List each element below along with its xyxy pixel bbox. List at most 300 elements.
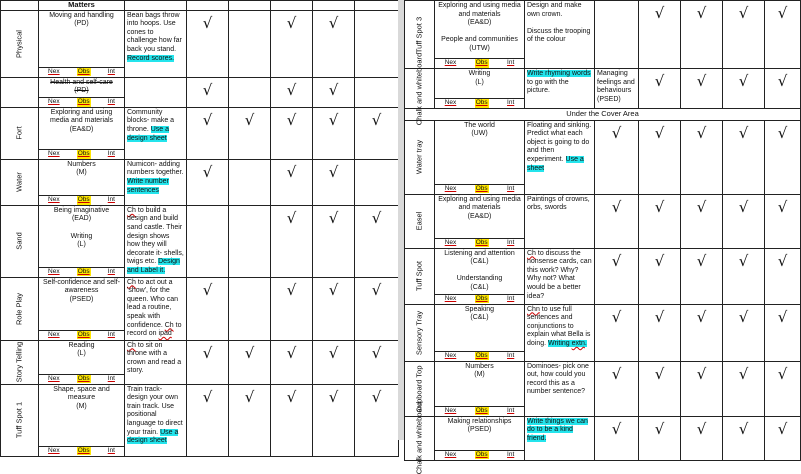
area-label-cell bbox=[405, 52, 435, 125]
tick-mark: √ bbox=[696, 364, 707, 383]
activity-cell bbox=[125, 205, 187, 277]
tick-mark: √ bbox=[777, 4, 788, 22]
marker-int: Int bbox=[107, 374, 115, 382]
tick-cell bbox=[271, 10, 313, 77]
tick-mark: √ bbox=[611, 197, 622, 216]
tick-cell bbox=[187, 159, 229, 205]
tick-mark: √ bbox=[244, 387, 255, 406]
table-row bbox=[405, 304, 801, 361]
marker-int: Int bbox=[507, 99, 515, 107]
activity-text: to record on bbox=[127, 321, 182, 338]
tick-mark: √ bbox=[777, 72, 788, 90]
tick-mark: √ bbox=[611, 307, 622, 326]
area-label-cell bbox=[1, 10, 39, 77]
tick-mark: √ bbox=[328, 208, 339, 227]
observation-markers bbox=[435, 58, 524, 68]
tick-mark: √ bbox=[611, 364, 622, 383]
activity-text: Design and make own crown. bbox=[527, 2, 582, 18]
focus-line: Self-confidence and self-awareness bbox=[42, 278, 121, 295]
marker-obs: Obs bbox=[77, 374, 90, 382]
area-label-cell bbox=[1, 384, 39, 456]
area-label-cell bbox=[1, 205, 39, 277]
tick-mark: √ bbox=[244, 110, 255, 129]
tick-cell bbox=[681, 1, 723, 69]
observation-markers bbox=[39, 149, 124, 159]
tick-cell bbox=[681, 69, 723, 109]
tick-mark: √ bbox=[286, 387, 297, 406]
activity-text: Numicon- adding numbers together. bbox=[127, 160, 184, 177]
activity-text: Ch bbox=[127, 206, 136, 214]
focus-line: Exploring and using media and materials bbox=[438, 195, 521, 212]
observation-markers bbox=[39, 97, 124, 107]
tick-cell bbox=[271, 384, 313, 456]
marker-obs: Obs bbox=[77, 446, 90, 454]
area-label: Role Play bbox=[14, 292, 24, 325]
activity-text: to go with the picture. bbox=[527, 78, 569, 95]
tick-cell bbox=[681, 194, 723, 248]
activity-text: Use a design sheet bbox=[127, 428, 179, 445]
marker-obs: Obs bbox=[475, 406, 488, 414]
marker-int: Int bbox=[507, 351, 515, 359]
marker-nex: Nex bbox=[444, 450, 457, 458]
area-label: Water bbox=[14, 172, 24, 193]
tick-mark: √ bbox=[654, 364, 665, 383]
table-row bbox=[1, 205, 399, 277]
activity-text: Discuss the trooping of the colour bbox=[527, 27, 591, 44]
focus-line: Listening and attention bbox=[444, 249, 515, 257]
focus-line: (C&L) bbox=[470, 283, 489, 291]
marker-obs: Obs bbox=[77, 195, 90, 203]
tick-mark: √ bbox=[202, 13, 213, 32]
activity-text: to sit on throne with a crown and read a story. bbox=[127, 341, 182, 375]
marker-int: Int bbox=[507, 184, 515, 192]
activity-cell bbox=[525, 304, 595, 361]
focus-line: (M) bbox=[474, 371, 485, 379]
tick-mark: √ bbox=[286, 110, 297, 129]
marker-int: Int bbox=[107, 330, 115, 338]
marker-obs: Obs bbox=[475, 99, 488, 107]
tick-cell bbox=[355, 77, 399, 107]
table-row bbox=[1, 10, 399, 77]
activity-text: . bbox=[584, 339, 587, 347]
focus-line: Understanding bbox=[456, 275, 503, 283]
activity-text: Ch bbox=[164, 321, 174, 329]
focus-line: (EAD) bbox=[71, 215, 92, 223]
activity-text: to use full sentences and conjunctions to explain what Bella is doing. bbox=[527, 305, 591, 347]
tick-cell bbox=[639, 361, 681, 416]
activity-text: Bean bags throw into hoops. Use cones to challenge how far back you stand. bbox=[127, 11, 182, 53]
tick-cell bbox=[187, 107, 229, 159]
tick-cell bbox=[229, 159, 271, 205]
marker-nex: Nex bbox=[444, 59, 457, 67]
activity-text: Write things we can do to be a kind friend. bbox=[527, 417, 588, 442]
tick-mark: √ bbox=[738, 197, 749, 216]
marker-nex: Nex bbox=[48, 446, 60, 454]
tick-mark: √ bbox=[654, 72, 665, 90]
focus-line: Moving and handling bbox=[49, 11, 114, 19]
marker-int: Int bbox=[507, 59, 515, 67]
tick-cell bbox=[639, 416, 681, 460]
marker-nex: Nex bbox=[444, 406, 457, 414]
tick-cell bbox=[595, 120, 639, 194]
tick-cell bbox=[595, 361, 639, 416]
tick-cell bbox=[681, 120, 723, 194]
observation-markers bbox=[39, 330, 124, 340]
left-table bbox=[0, 0, 399, 457]
focus-line: (EA&D) bbox=[69, 125, 94, 133]
activity-text: Ch bbox=[527, 249, 536, 257]
activity-text: to discuss the nonsense cards, can this work? Why? Why not? What would be a better idea? bbox=[527, 249, 592, 300]
marker-obs: Obs bbox=[77, 97, 90, 105]
tick-cell bbox=[271, 277, 313, 340]
tick-cell bbox=[723, 304, 765, 361]
table-row bbox=[405, 248, 801, 304]
tick-mark: √ bbox=[328, 80, 339, 99]
focus-line: The world bbox=[464, 121, 495, 129]
focus-line: (PSED) bbox=[69, 295, 94, 303]
tick-cell bbox=[681, 361, 723, 416]
area-label: Tuff Spot 3 bbox=[414, 16, 424, 53]
tick-cell bbox=[229, 10, 271, 77]
marker-obs: Obs bbox=[475, 184, 488, 192]
tick-mark: √ bbox=[286, 208, 297, 227]
tick-cell bbox=[271, 340, 313, 384]
focus-line: Writing bbox=[468, 70, 491, 77]
focus-line: (EA&D) bbox=[467, 212, 492, 220]
tick-cell bbox=[187, 10, 229, 77]
marker-int: Int bbox=[507, 238, 515, 246]
tick-cell bbox=[681, 416, 723, 460]
activity-text: Write rhyming words bbox=[527, 70, 591, 77]
tick-mark: √ bbox=[328, 110, 339, 129]
marker-nex: Nex bbox=[444, 99, 457, 107]
activity-cell bbox=[525, 69, 595, 109]
activity-text: Ch bbox=[127, 278, 136, 286]
tick-cell bbox=[313, 77, 355, 107]
focus-line: (L) bbox=[475, 78, 484, 86]
tick-mark: √ bbox=[738, 72, 749, 90]
activity-text: to build a design and build sand castle. Their design shows how they will decorate it- shells, twigs etc. bbox=[127, 206, 184, 266]
marker-nex: Nex bbox=[48, 97, 60, 105]
tick-cell bbox=[765, 1, 801, 69]
activity-text: Record scores. bbox=[127, 54, 175, 62]
tick-cell bbox=[229, 107, 271, 159]
marker-nex: Nex bbox=[48, 149, 60, 157]
tick-mark: √ bbox=[654, 123, 665, 142]
tick-mark: √ bbox=[286, 280, 297, 299]
activity-text: Dominoes- pick one out, how could you record this as a number sentence? bbox=[527, 362, 589, 396]
tick-mark: √ bbox=[286, 80, 297, 99]
marker-nex: Nex bbox=[444, 238, 457, 246]
tick-cell bbox=[723, 69, 765, 109]
tick-cell bbox=[187, 277, 229, 340]
tick-cell bbox=[765, 361, 801, 416]
focus-line bbox=[437, 267, 522, 276]
observation-markers bbox=[435, 351, 524, 361]
area-label-cell bbox=[1, 159, 39, 205]
area-label: Cupboard Top bbox=[414, 365, 424, 413]
tick-cell bbox=[595, 194, 639, 248]
tick-mark: √ bbox=[777, 364, 788, 383]
tick-cell bbox=[765, 248, 801, 304]
tick-mark: √ bbox=[777, 307, 788, 326]
observation-markers bbox=[435, 238, 524, 248]
tick-cell bbox=[639, 120, 681, 194]
tick-mark: √ bbox=[777, 123, 788, 142]
focus-line: Numbers bbox=[465, 362, 494, 370]
observation-markers bbox=[435, 406, 524, 416]
tick-mark: √ bbox=[371, 387, 382, 406]
area-label-cell bbox=[1, 340, 39, 384]
tick-cell bbox=[723, 248, 765, 304]
focus-line: Health and self-care bbox=[50, 78, 113, 86]
tick-mark: √ bbox=[286, 343, 297, 362]
tick-cell bbox=[765, 194, 801, 248]
tick-cell bbox=[229, 384, 271, 456]
area-label: Sensory Tray bbox=[414, 310, 424, 355]
observation-markers bbox=[435, 294, 524, 304]
tick-mark: √ bbox=[328, 387, 339, 406]
tick-mark: √ bbox=[738, 123, 749, 142]
activity-text: Chn bbox=[527, 305, 540, 313]
activity-text: Write number sentences bbox=[127, 177, 169, 194]
tick-cell bbox=[187, 340, 229, 384]
table-row bbox=[1, 159, 399, 205]
tick-cell bbox=[187, 205, 229, 277]
tick-cell bbox=[723, 194, 765, 248]
focus-cell bbox=[39, 340, 125, 384]
marker-nex: Nex bbox=[444, 294, 457, 302]
marker-int: Int bbox=[507, 294, 515, 302]
tick-cell bbox=[765, 120, 801, 194]
marker-nex: Nex bbox=[444, 184, 457, 192]
tick-cell bbox=[595, 416, 639, 460]
activity-cell bbox=[125, 277, 187, 340]
area-label-cell bbox=[405, 248, 435, 304]
tick-mark: √ bbox=[654, 419, 665, 438]
table-row bbox=[405, 416, 801, 460]
marker-obs: Obs bbox=[475, 450, 488, 458]
focus-cell bbox=[39, 77, 125, 107]
marker-nex: Nex bbox=[48, 374, 60, 382]
tick-cell bbox=[681, 248, 723, 304]
tick-cell bbox=[355, 277, 399, 340]
focus-cell bbox=[39, 107, 125, 159]
tick-mark: √ bbox=[371, 208, 382, 227]
marker-obs: Obs bbox=[475, 238, 488, 246]
tick-cell bbox=[313, 205, 355, 277]
marker-int: Int bbox=[107, 67, 115, 75]
area-label-cell bbox=[405, 304, 435, 361]
tick-mark: √ bbox=[696, 197, 707, 216]
tick-mark: √ bbox=[202, 110, 213, 129]
activity-cell bbox=[125, 340, 187, 384]
marker-int: Int bbox=[107, 195, 115, 203]
activity-cell bbox=[525, 361, 595, 416]
activity-cell bbox=[125, 10, 187, 77]
tick-cell bbox=[313, 384, 355, 456]
tick-cell bbox=[639, 248, 681, 304]
tick-mark: √ bbox=[286, 162, 297, 181]
area-label-cell bbox=[1, 77, 39, 107]
tick-cell bbox=[595, 248, 639, 304]
focus-line: (M) bbox=[76, 169, 87, 177]
tick-cell bbox=[639, 194, 681, 248]
focus-line: (UW) bbox=[471, 130, 488, 138]
activity-text: to act out a 'show', for the queen. Who can lead a routine, speak with confidence. bbox=[127, 278, 178, 329]
marker-int: Int bbox=[107, 149, 115, 157]
tick-mark: √ bbox=[696, 4, 707, 22]
area-label-cell bbox=[405, 401, 435, 474]
table-row bbox=[1, 77, 399, 107]
activity-cell bbox=[125, 384, 187, 456]
area-label: Chalk and whiteboard bbox=[414, 52, 424, 125]
area-label: Fort bbox=[14, 126, 24, 140]
area-label: Story Telling bbox=[14, 341, 24, 383]
focus-cell bbox=[39, 277, 125, 340]
area-label: Easel bbox=[414, 211, 424, 231]
tick-mark: √ bbox=[202, 80, 213, 99]
tick-mark: √ bbox=[777, 419, 788, 438]
activity-cell bbox=[125, 107, 187, 159]
tick-cell bbox=[765, 69, 801, 109]
activity-cell bbox=[525, 120, 595, 194]
tick-mark: √ bbox=[696, 72, 707, 90]
tick-cell bbox=[229, 77, 271, 107]
area-label: Chalk and whiteboard bbox=[414, 401, 424, 474]
marker-nex: Nex bbox=[48, 195, 60, 203]
activity-text: Writing bbox=[548, 339, 572, 347]
tick-cell bbox=[271, 77, 313, 107]
activity-text: ipad bbox=[158, 330, 172, 338]
marker-obs: Obs bbox=[77, 67, 90, 75]
observation-markers bbox=[39, 374, 124, 384]
focus-cell bbox=[435, 416, 525, 460]
tick-mark: √ bbox=[328, 13, 339, 32]
focus-cell bbox=[39, 205, 125, 277]
focus-cell bbox=[435, 1, 525, 69]
marker-obs: Obs bbox=[475, 294, 488, 302]
tick-cell bbox=[355, 159, 399, 205]
focus-line: (PSED) bbox=[467, 426, 492, 434]
tick-cell bbox=[355, 340, 399, 384]
tick-mark: √ bbox=[371, 343, 382, 362]
activity-text: Use a design sheet bbox=[127, 125, 170, 142]
tick-mark: √ bbox=[696, 307, 707, 326]
mid-cell: Managing feelings and behaviours (PSED) bbox=[595, 69, 639, 109]
activity-text: Paintings of crowns, orbs, swords bbox=[527, 195, 590, 212]
focus-line: Being imaginative bbox=[53, 206, 110, 214]
tick-cell bbox=[723, 416, 765, 460]
activity-text: Ch bbox=[127, 341, 136, 349]
focus-line: Numbers bbox=[67, 160, 96, 168]
activity-cell bbox=[525, 416, 595, 460]
activity-text: Floating and sinking. Predict what each object is going to do and then experiment. bbox=[527, 121, 592, 163]
tick-mark: √ bbox=[202, 343, 213, 362]
activity-text: Train track- design your own train track. Use positional language to direct your train. bbox=[127, 385, 183, 436]
observation-markers bbox=[39, 267, 124, 277]
tick-cell bbox=[187, 77, 229, 107]
activity-cell bbox=[525, 248, 595, 304]
tick-cell bbox=[313, 277, 355, 340]
tick-cell bbox=[229, 277, 271, 340]
activity-cell bbox=[125, 159, 187, 205]
marker-nex: Nex bbox=[444, 351, 457, 359]
tick-cell bbox=[723, 1, 765, 69]
marker-obs: Obs bbox=[475, 351, 488, 359]
tick-mark: √ bbox=[202, 280, 213, 299]
focus-line: Writing bbox=[70, 232, 93, 240]
tick-cell bbox=[313, 107, 355, 159]
table-row bbox=[405, 120, 801, 194]
focus-cell bbox=[39, 384, 125, 456]
focus-line: (L) bbox=[77, 350, 86, 358]
tick-cell bbox=[639, 304, 681, 361]
marker-nex: Nex bbox=[48, 67, 60, 75]
activity-cell bbox=[125, 77, 187, 107]
marker-int: Int bbox=[507, 450, 515, 458]
focus-line: (PD) bbox=[74, 87, 89, 95]
focus-line: Shape, space and measure bbox=[53, 385, 110, 402]
focus-line: (L) bbox=[77, 241, 86, 249]
tick-mark: √ bbox=[777, 197, 788, 216]
marker-obs: Obs bbox=[77, 149, 90, 157]
focus-line: Making relationships bbox=[447, 417, 512, 425]
marker-obs: Obs bbox=[475, 59, 488, 67]
tick-cell bbox=[595, 304, 639, 361]
tick-mark: √ bbox=[202, 162, 213, 181]
focus-line: (C&L) bbox=[470, 258, 489, 266]
tick-mark: √ bbox=[654, 307, 665, 326]
tick-cell bbox=[639, 69, 681, 109]
observation-markers bbox=[39, 195, 124, 205]
tick-cell bbox=[271, 107, 313, 159]
marker-nex: Nex bbox=[48, 267, 60, 275]
focus-line bbox=[41, 224, 122, 233]
tick-cell bbox=[723, 361, 765, 416]
observation-markers bbox=[435, 450, 524, 460]
tick-mark: √ bbox=[738, 4, 749, 22]
area-label: Tuff Spot bbox=[414, 261, 424, 292]
focus-line: (EA&D) bbox=[467, 19, 492, 27]
observation-markers bbox=[435, 184, 524, 194]
tick-mark: √ bbox=[328, 162, 339, 181]
activity-text: Design and Label it. bbox=[127, 258, 180, 274]
marker-int: Int bbox=[107, 446, 115, 454]
tick-cell bbox=[355, 384, 399, 456]
marker-int: Int bbox=[507, 406, 515, 414]
table-row bbox=[1, 107, 399, 159]
focus-line: Exploring and using media and materials bbox=[438, 2, 521, 18]
observation-markers bbox=[435, 98, 524, 108]
tick-mark: √ bbox=[777, 251, 788, 270]
tick-cell bbox=[187, 384, 229, 456]
focus-cell bbox=[435, 69, 525, 109]
activity-text: Use a sheet bbox=[527, 155, 584, 172]
activity-text: Community blocks- make a throne. bbox=[127, 108, 175, 133]
tick-cell bbox=[355, 107, 399, 159]
right-planning-table bbox=[404, 0, 800, 474]
tick-cell bbox=[229, 340, 271, 384]
area-label: Sand bbox=[14, 232, 24, 250]
table-row bbox=[405, 361, 801, 416]
section-header-row bbox=[405, 109, 801, 121]
area-label: Water tray bbox=[414, 139, 424, 175]
tick-mark: √ bbox=[202, 387, 213, 406]
tick-mark: √ bbox=[328, 343, 339, 362]
focus-line: Exploring and using media and materials bbox=[49, 108, 114, 125]
marker-obs: Obs bbox=[77, 330, 90, 338]
